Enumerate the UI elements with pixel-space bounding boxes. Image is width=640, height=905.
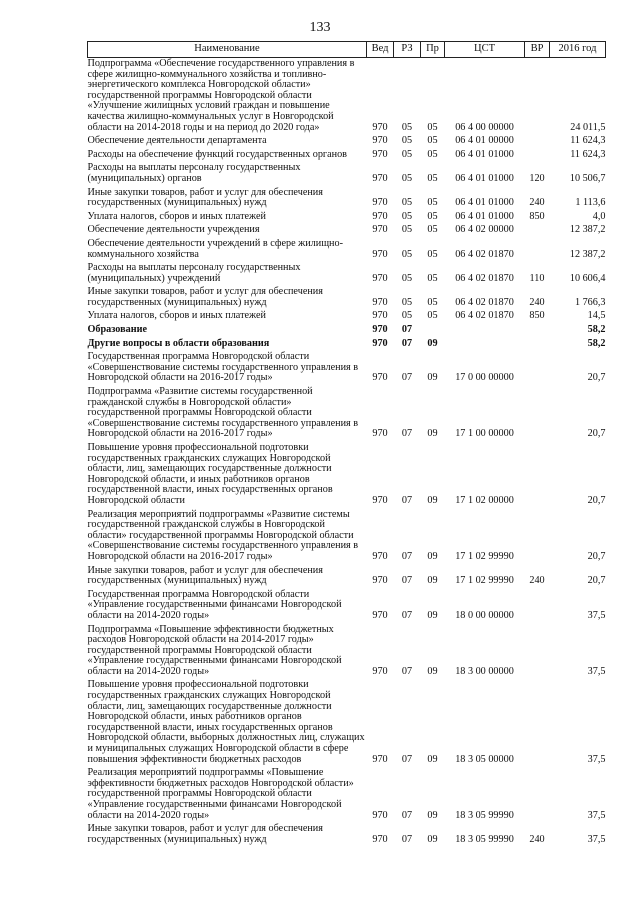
row-vr (525, 509, 550, 565)
row-ved: 970 (372, 135, 388, 147)
row-name: Расходы на выплаты персоналу государственных (муниципальных) учреждений (87, 262, 301, 284)
table-row (88, 509, 606, 565)
row-rz: 07 (401, 753, 413, 765)
row-rz: 05 (401, 310, 413, 322)
row-pr: 09 (427, 833, 438, 845)
table-row (88, 351, 606, 386)
table-row (88, 135, 606, 149)
row-rz: 05 (401, 296, 413, 308)
row-name: Государственная программа Новгородской области «Управление государственными финансами Новгородской области на 2014-2020 годы» (87, 588, 342, 621)
row-name: Другие вопросы в области образования (87, 337, 270, 349)
row-pr: 09 (427, 575, 438, 587)
row-name: Реализация мероприятий подпрограммы «Развитие системы государственной гражданской службы в Новгородской области» государственной программы Новгородской области «Совершенствование системы государственного управления в Новгородской области на 2016-2017 годы» (87, 508, 359, 562)
row-pr: 05 (427, 310, 438, 322)
row-rz: 07 (401, 550, 413, 562)
row-vr: 120 (529, 172, 545, 184)
row-cst: 18 0 00 00000 (455, 609, 514, 621)
row-name: Обеспечение деятельности департамента (87, 135, 267, 147)
table-row (88, 823, 606, 847)
table-row (88, 338, 606, 352)
header-name: Наименование (88, 42, 367, 58)
row-amount: 37,5 (587, 609, 606, 621)
row-name: Иные закупки товаров, работ и услуг для обеспечения государственных (муниципальных) нужд (87, 186, 323, 209)
row-vr (525, 338, 550, 352)
row-amount: 20,7 (587, 550, 606, 562)
row-amount: 20,7 (587, 372, 606, 384)
row-ved: 970 (372, 172, 388, 184)
row-name: Образование (87, 324, 148, 336)
row-rz: 07 (401, 809, 413, 821)
row-ved: 970 (372, 197, 388, 209)
row-vr (525, 589, 550, 624)
row-vr (525, 442, 550, 509)
table-row (88, 767, 606, 823)
row-pr: 05 (427, 296, 438, 308)
row-pr: 05 (427, 224, 438, 236)
table-row (88, 58, 606, 136)
row-name: Иные закупки товаров, работ и услуг для обеспечения государственных (муниципальных) нужд (87, 286, 323, 308)
table-row (88, 238, 606, 262)
row-vr: 850 (529, 310, 545, 322)
row-pr: 05 (427, 172, 438, 184)
row-cst: 18 3 05 99990 (455, 833, 514, 845)
row-rz: 07 (401, 337, 413, 349)
row-cst: 06 4 01 01000 (455, 210, 514, 222)
row-rz: 05 (401, 272, 413, 284)
row-ved: 970 (372, 550, 388, 562)
row-cst: 06 4 02 00000 (455, 224, 514, 236)
row-pr: 05 (427, 248, 438, 260)
row-ved: 970 (372, 494, 388, 506)
row-vr (525, 351, 550, 386)
row-amount: 1 113,6 (575, 197, 606, 209)
row-amount: 11 624,3 (570, 148, 606, 160)
row-vr (525, 224, 550, 238)
row-ved: 970 (372, 575, 388, 587)
row-rz: 05 (401, 121, 413, 133)
row-rz: 05 (401, 248, 413, 260)
row-cst: 18 3 05 99990 (455, 809, 514, 821)
row-amount: 12 387,2 (569, 248, 606, 260)
row-rz: 07 (401, 609, 413, 621)
header-year: 2016 год (550, 42, 606, 58)
header-vr: ВР (525, 42, 550, 58)
row-vr (525, 386, 550, 442)
table-row (88, 286, 606, 310)
row-pr: 09 (427, 609, 438, 621)
row-ved: 970 (372, 272, 388, 284)
row-name: Реализация мероприятий подпрограммы «Повышение эффективности бюджетных расходов Новгородской области» государственной программы Новгородской области «Управление государственными финансами Новгородской области на 2014-2020 годы» (87, 767, 354, 821)
row-vr: 110 (529, 272, 545, 284)
row-name: Расходы на обеспечение функций государственных органов (87, 148, 347, 160)
row-vr (525, 58, 550, 136)
row-ved: 970 (372, 224, 388, 236)
row-cst: 06 4 01 01000 (455, 148, 514, 160)
row-vr (525, 324, 550, 338)
row-pr: 05 (427, 197, 438, 209)
row-amount: 1 766,3 (574, 296, 606, 308)
row-rz: 07 (401, 324, 413, 336)
row-amount: 37,5 (587, 753, 606, 765)
row-name: Подпрограмма «Повышение эффективности бюджетных расходов Новгородской области на 2014-2017 годы» государственной программы Новгородской области «Управление государственными финансами Новгородской области на 2014-2020 годы» (87, 623, 342, 677)
row-cst: 17 1 00 00000 (455, 428, 514, 440)
table-header-row (88, 42, 606, 58)
row-cst: 18 3 05 00000 (455, 753, 514, 765)
row-ved: 970 (372, 310, 388, 322)
table-row (88, 211, 606, 225)
row-name: Подпрограмма «Обеспечение государственного управления в сфере жилищно-коммунального хозяйства и топливно-энергетического комплекса Новгородской области» государственной программы Новгородской области «Улучшение жилищных условий граждан и повышение качества жилищно-коммунальных услуг в Новгородской области на 2014-2018 годы и на период до 2020 года» (87, 58, 355, 133)
row-name: Обеспечение деятельности учреждения (87, 224, 260, 236)
row-pr: 05 (427, 121, 438, 133)
page-number: 133 (309, 20, 331, 35)
row-vr: 850 (529, 210, 545, 222)
row-amount: 11 624,3 (570, 135, 606, 147)
table-row (88, 162, 606, 186)
table-row (88, 589, 606, 624)
row-cst: 06 4 02 01870 (455, 310, 514, 322)
row-pr: 09 (427, 665, 438, 677)
row-pr: 09 (427, 550, 438, 562)
row-amount: 10 506,7 (569, 172, 606, 184)
row-cst: 06 4 01 01000 (455, 197, 514, 209)
budget-table (87, 41, 606, 847)
row-cst (445, 324, 525, 338)
table-body (88, 58, 606, 848)
table-row (88, 324, 606, 338)
row-cst: 06 4 01 00000 (455, 135, 514, 147)
row-amount: 20,7 (587, 428, 606, 440)
row-amount: 14,5 (587, 310, 606, 322)
row-pr: 09 (427, 753, 438, 765)
row-name: Иные закупки товаров, работ и услуг для обеспечения государственных (муниципальных) нужд (87, 564, 323, 587)
row-name: Повышение уровня профессиональной подготовки государственных гражданских служащих Новгородской области, лиц, замещающих государственные должности Новгородской области, иных работников органов государственной власти, иных государственных органов Новгородской области, выборных должностных лиц, служащих и муниципальных служащих Новгородской области в сфере повышения эффективности бюджетных расходов (87, 679, 365, 765)
header-rz: РЗ (394, 42, 421, 58)
row-ved: 970 (372, 248, 388, 260)
row-amount: 20,7 (587, 494, 606, 506)
row-name: Государственная программа Новгородской области «Совершенствование системы государственного управления в Новгородской области на 2016-2017 годы» (87, 351, 359, 384)
row-pr: 09 (427, 337, 438, 349)
row-cst: 06 4 02 01870 (455, 248, 514, 260)
row-cst: 06 4 01 01000 (455, 172, 514, 184)
row-vr: 240 (529, 197, 545, 209)
header-pr: Пр (421, 42, 445, 58)
row-name: Повышение уровня профессиональной подготовки государственных гражданских служащих Новгородской области, лиц, замещающих государственные должности Новгородской области, и иных работников органов государственной власти, иных государственных органов Новгородской области (87, 442, 333, 506)
table-row (88, 262, 606, 286)
table-row (88, 624, 606, 680)
row-cst: 17 1 02 00000 (455, 494, 514, 506)
row-rz: 07 (401, 494, 413, 506)
header-ved: Вед (367, 42, 394, 58)
row-ved: 970 (372, 296, 388, 308)
row-rz: 05 (401, 148, 413, 160)
row-pr: 05 (427, 135, 438, 147)
row-vr (525, 149, 550, 163)
row-cst: 17 1 02 99990 (455, 575, 514, 587)
row-cst: 06 4 02 01870 (455, 296, 514, 308)
row-amount: 58,2 (587, 337, 606, 349)
table-row (88, 149, 606, 163)
row-vr (525, 624, 550, 680)
row-ved: 970 (372, 428, 388, 440)
row-amount: 37,5 (587, 665, 606, 677)
row-ved: 970 (372, 148, 388, 160)
table-row (88, 310, 606, 324)
row-vr (525, 135, 550, 149)
row-cst (445, 338, 525, 352)
row-amount: 10 606,4 (569, 272, 606, 284)
table-row (88, 442, 606, 509)
row-pr: 09 (427, 428, 438, 440)
row-ved: 970 (372, 210, 388, 222)
row-name: Подпрограмма «Развитие системы государственной гражданской службы в Новгородской области» государственной программы Новгородской области «Совершенствование системы государственного управления в Новгородской области на 2016-2017 годы» (87, 386, 359, 440)
row-cst: 18 3 00 00000 (455, 665, 514, 677)
row-cst: 06 4 02 01870 (455, 272, 514, 284)
row-ved: 970 (372, 753, 388, 765)
table-row (88, 187, 606, 211)
row-vr: 240 (529, 833, 545, 845)
row-amount: 4,0 (592, 210, 606, 222)
row-cst: 17 1 02 99990 (455, 550, 514, 562)
row-ved: 970 (372, 809, 388, 821)
row-rz: 05 (401, 135, 413, 147)
row-name: Расходы на выплаты персоналу государственных (муниципальных) органов (87, 162, 301, 184)
header-cst: ЦСТ (445, 42, 525, 58)
row-pr: 09 (427, 494, 438, 506)
row-amount: 20,7 (587, 575, 606, 587)
row-name: Уплата налогов, сборов и иных платежей (87, 310, 266, 322)
row-pr: 05 (427, 148, 438, 160)
row-amount: 37,5 (587, 809, 606, 821)
row-vr: 240 (529, 296, 545, 308)
row-rz: 07 (401, 372, 413, 384)
row-amount: 37,5 (587, 833, 606, 845)
row-pr: 09 (427, 809, 438, 821)
row-ved: 970 (372, 121, 388, 133)
row-cst: 06 4 00 00000 (455, 121, 514, 133)
table-row (88, 565, 606, 589)
row-rz: 07 (401, 575, 413, 587)
row-ved: 970 (372, 337, 388, 349)
row-pr (421, 324, 445, 338)
row-rz: 07 (401, 428, 413, 440)
row-amount: 12 387,2 (569, 224, 606, 236)
row-amount: 24 011,5 (570, 121, 606, 133)
table-row (88, 224, 606, 238)
table-row (88, 679, 606, 767)
row-vr (525, 238, 550, 262)
row-name: Иные закупки товаров, работ и услуг для обеспечения государственных (муниципальных) нужд (87, 823, 323, 845)
row-ved: 970 (372, 609, 388, 621)
row-pr: 05 (427, 210, 438, 222)
row-ved: 970 (372, 833, 388, 845)
row-pr: 09 (427, 372, 438, 384)
row-rz: 07 (401, 833, 413, 845)
row-vr: 240 (529, 575, 545, 587)
row-ved: 970 (372, 324, 388, 336)
row-name: Обеспечение деятельности учреждений в сфере жилищно-коммунального хозяйства (87, 237, 343, 260)
row-rz: 05 (401, 172, 413, 184)
row-pr: 05 (427, 272, 438, 284)
row-amount: 58,2 (587, 324, 606, 336)
row-rz: 07 (401, 665, 413, 677)
row-rz: 05 (401, 224, 413, 236)
row-ved: 970 (372, 665, 388, 677)
row-vr (525, 767, 550, 823)
table-row (88, 386, 606, 442)
row-rz: 05 (401, 197, 413, 209)
row-name: Уплата налогов, сборов и иных платежей (87, 210, 266, 222)
row-vr (525, 679, 550, 767)
row-rz: 05 (401, 210, 413, 222)
row-ved: 970 (372, 372, 388, 384)
row-cst: 17 0 00 00000 (455, 372, 514, 384)
